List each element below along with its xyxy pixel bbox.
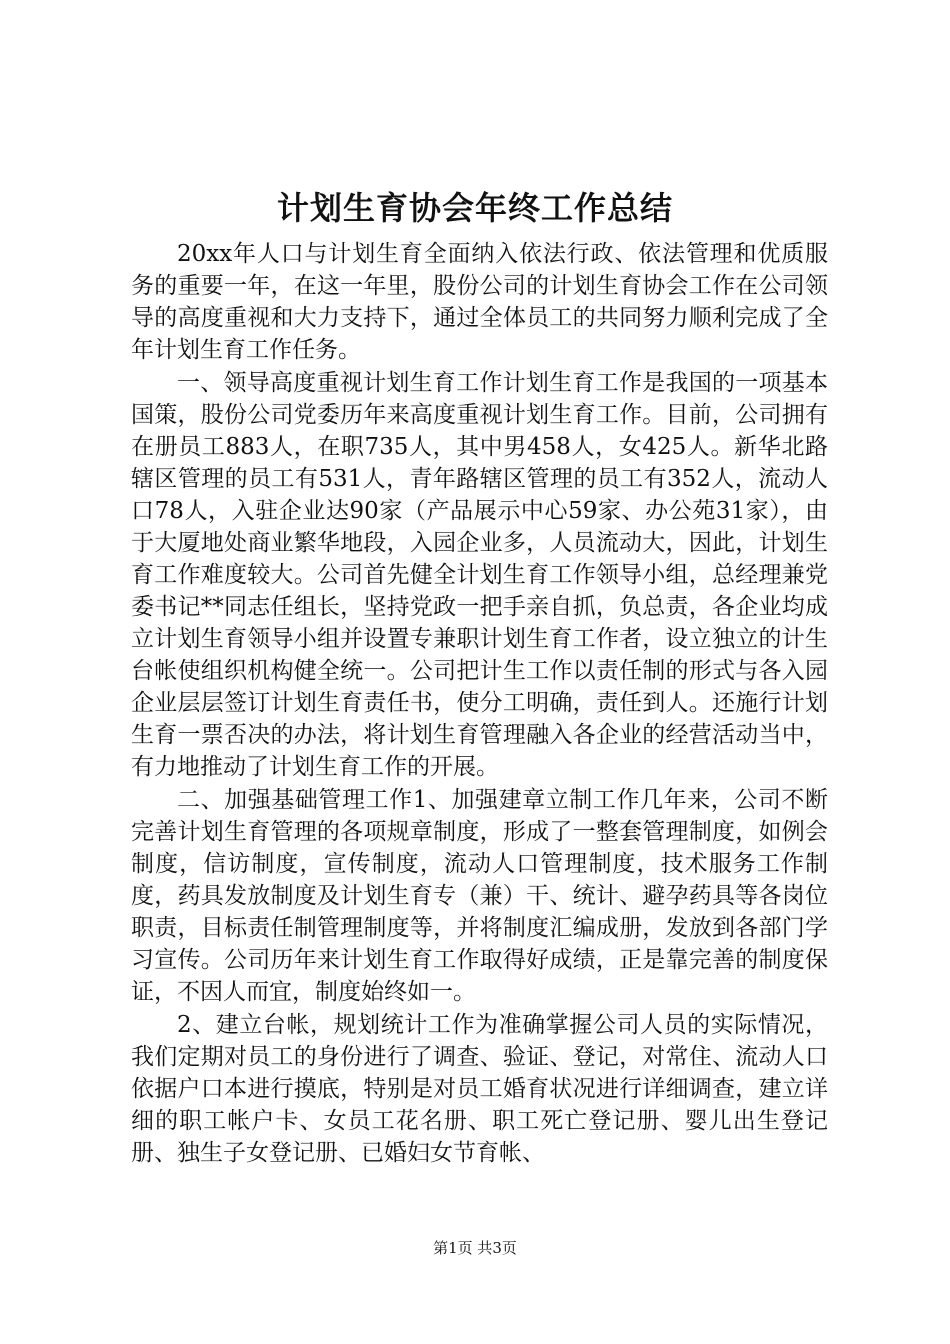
document-body	[131, 238, 828, 1169]
document-title: 计划生育协会年终工作总结	[276, 189, 673, 227]
paragraph-section-1: 一、领导高度重视计划生育工作计划生育工作是我国的一项基本国策，股份公司党委历年来高度重视计划生育工作。目前，公司拥有在册员工883人，在职735人，其中男458人，女425人。新华北路辖区管理的员工有531人，青年路辖区管理的员工有352人，流动人口78人，入驻企业达90家（产品展示中心59家、办公苑31家），由于大厦地处商业繁华地段，入园企业多，人员流动大，因此，计划生育工作难度较大。公司首先健全计划生育工作领导小组，总经理兼党委书记**同志任组长，坚持党政一把手亲自抓，负总责，各企业均成立计划生育领导小组并设置专兼职计划生育工作者，设立独立的计生台帐使组织机构健全统一。公司把计生工作以责任制的形式与各入园企业层层签订计划生育责任书，使分工明确，责任到人。还施行计划生育一票否决的办法，将计划生育管理融入各企业的经营活动当中，有力地推动了计划生育工作的开展。	[131, 370, 828, 780]
page-number-footer: 第1页 共3页	[433, 1239, 517, 1257]
paragraph-section-2: 二、加强基础管理工作1、加强建章立制工作几年来，公司不断完善计划生育管理的各项规章制度，形成了一整套管理制度，如例会制度，信访制度，宣传制度，流动人口管理制度，技术服务工作制度，药具发放制度及计划生育专（兼）干、统计、避孕药具等各岗位职责，目标责任制管理制度等，并将制度汇编成册，发放到各部门学习宣传。公司历年来计划生育工作取得好成绩，正是靠完善的制度保证，不因人而宜，制度始终如一。	[131, 787, 828, 1005]
paragraph-intro: 20xx年人口与计划生育全面纳入依法行政、依法管理和优质服务的重要一年，在这一年里，股份公司的计划生育协会工作在公司领导的高度重视和大力支持下，通过全体员工的共同努力顺利完成了全年计划生育工作任务。	[131, 241, 828, 363]
paragraph-section-2-item-2: 2、建立台帐，规划统计工作为准确掌握公司人员的实际情况，我们定期对员工的身份进行了调查、验证、登记，对常住、流动人口依据户口本进行摸底，特别是对员工婚育状况进行详细调查，建立详细的职工帐户卡、女员工花名册、职工死亡登记册、婴儿出生登记册、独生子女登记册、已婚妇女节育帐、	[131, 1012, 828, 1166]
